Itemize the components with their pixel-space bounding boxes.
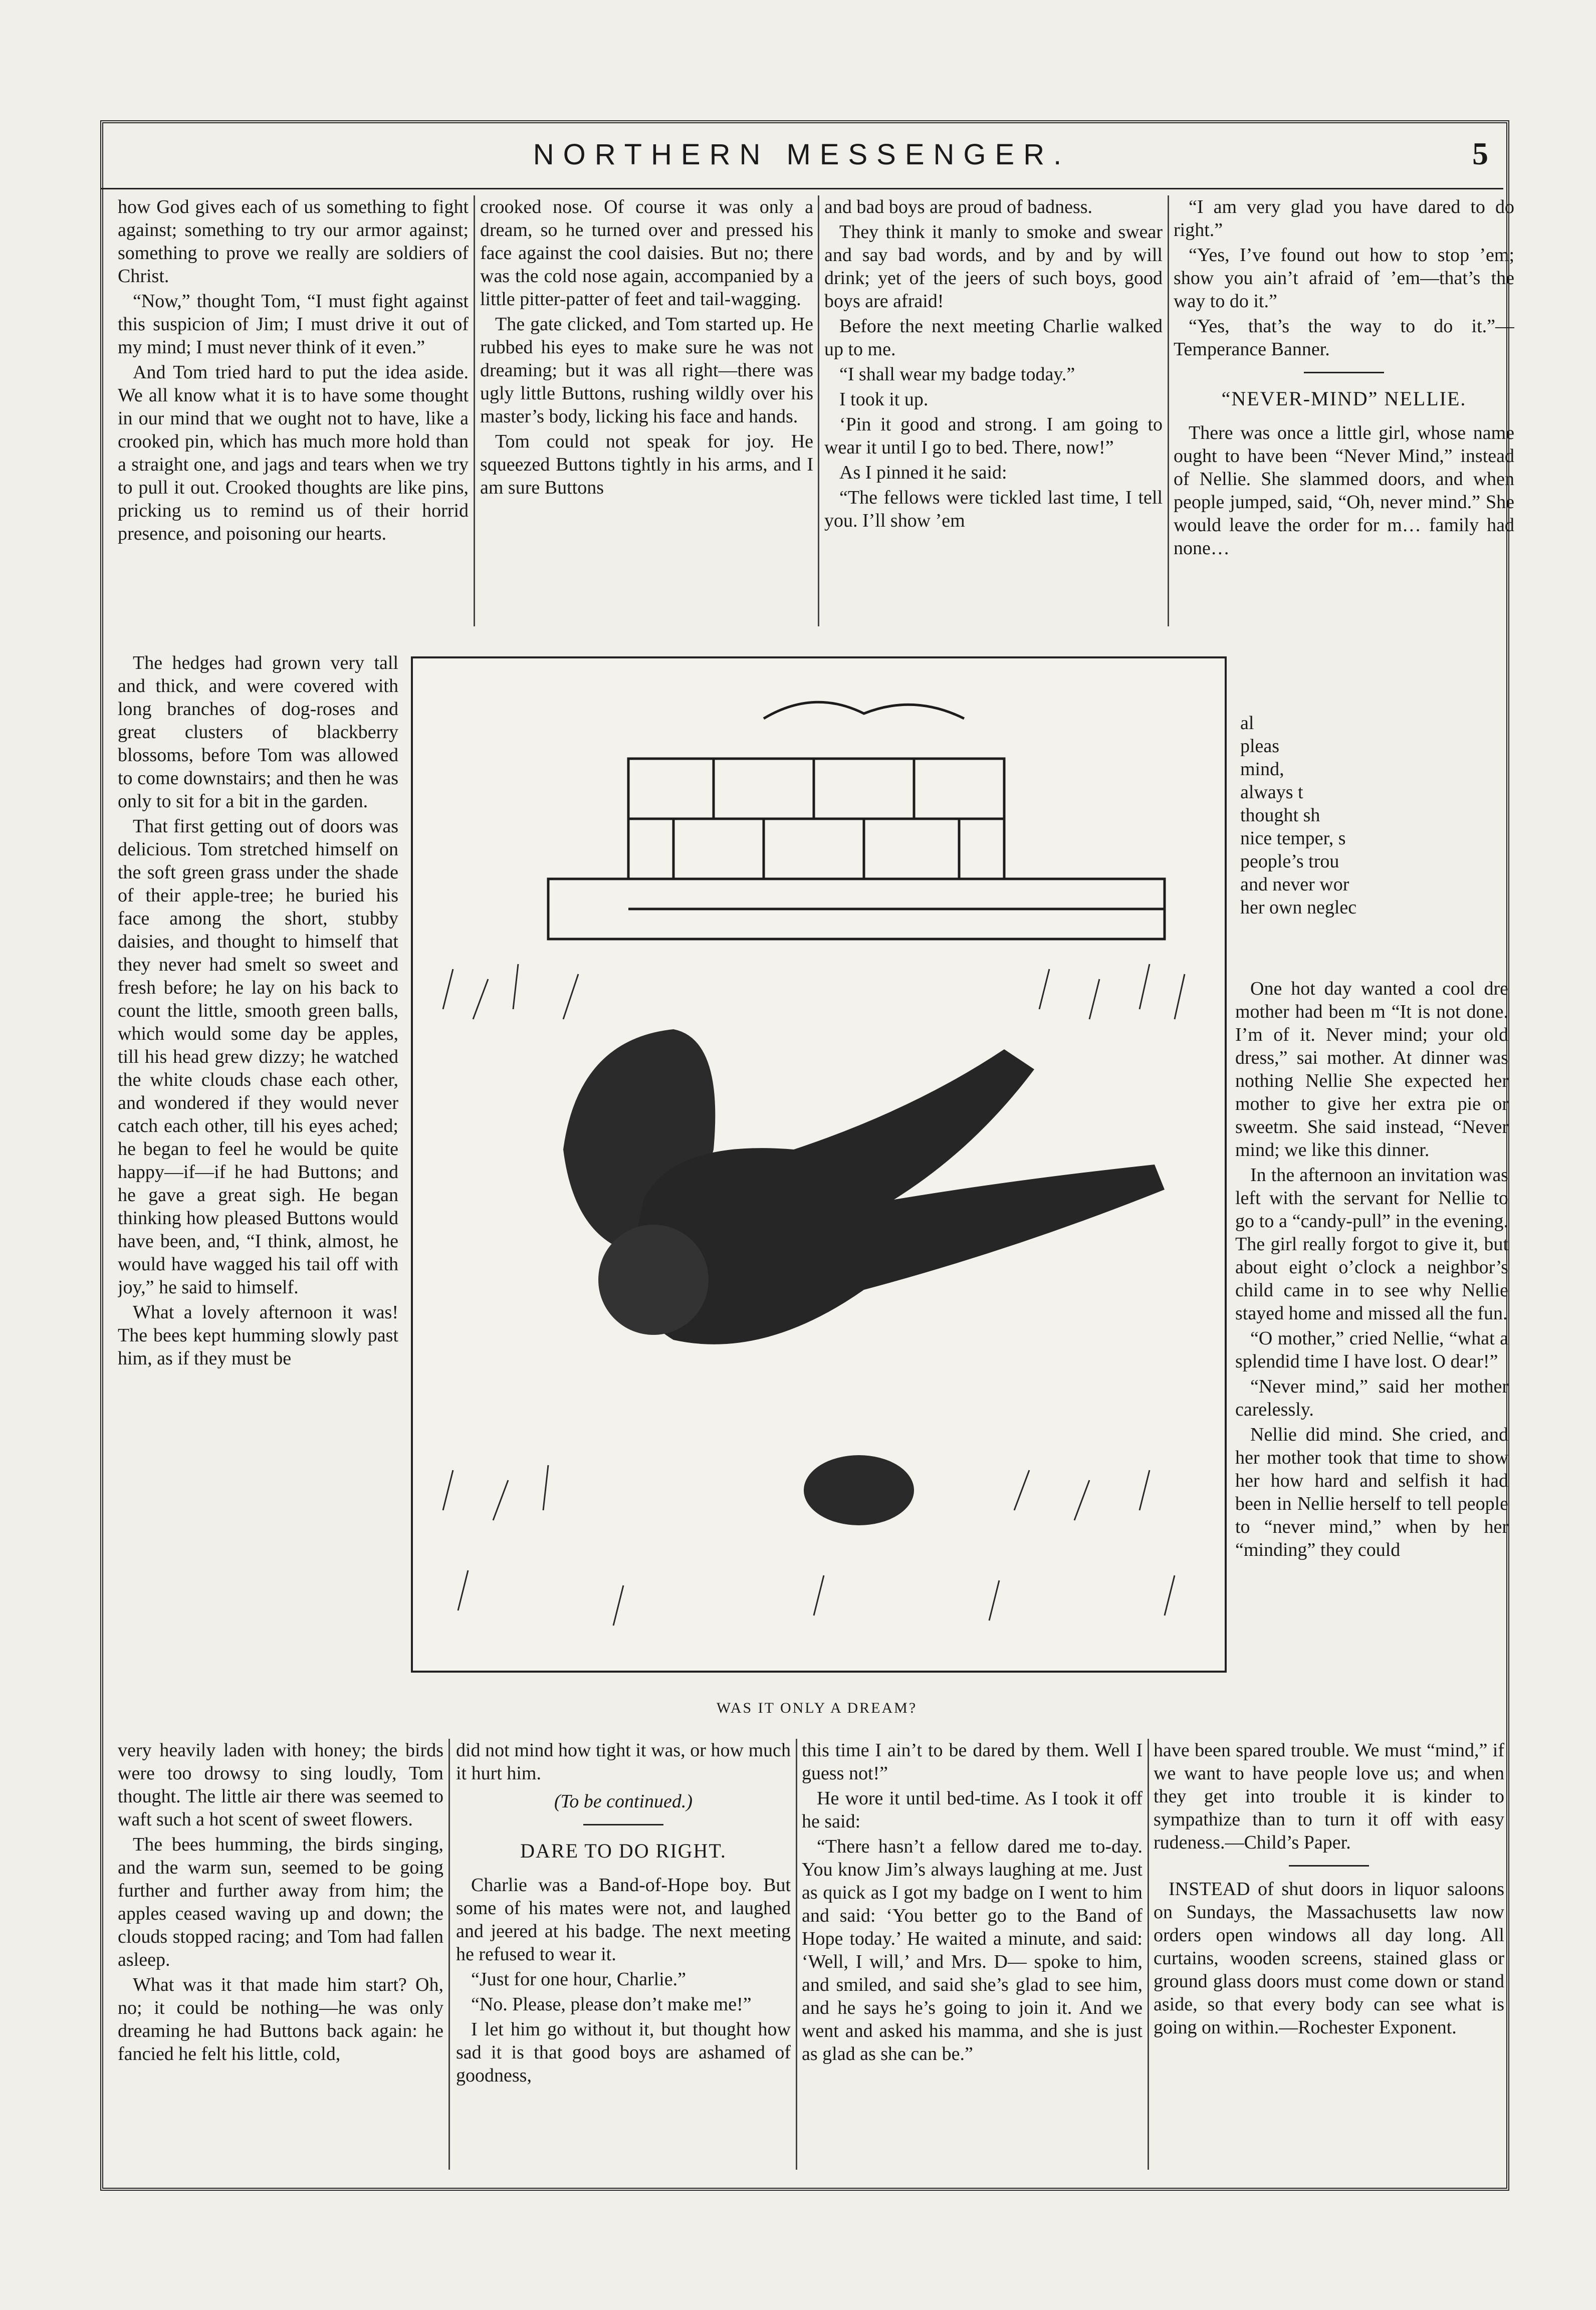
column-3-top	[824, 195, 1163, 636]
column-rule	[1168, 195, 1169, 626]
paragraph: As I pinned it he said:	[839, 462, 1007, 483]
section-divider	[583, 1824, 663, 1825]
figure-caption: WAS IT ONLY A DREAM?	[716, 1700, 918, 1716]
paragraph: One hot day wanted a cool dre mother had been m “It is not done. I’m of it. Never mind; your old dress,” sai mother. At dinner was nothing Nellie She expected her mother to give her extra pie or sweetm. She said instead, “Never mind; we like this dinner.	[1235, 978, 1508, 1161]
column-rule	[818, 195, 819, 626]
text-line: thought sh	[1240, 805, 1320, 826]
paragraph: I let him go without it, but thought how sad it is that good boys are ashamed of goodness,	[456, 2019, 791, 2086]
column-rule	[448, 1739, 450, 2170]
illustration-boy-asleep-with-dog	[411, 656, 1227, 1673]
paragraph: have been spared trouble. We must “mind,” if we want to have people love us; and when they get into trouble it is kinder to sympathize than to turn it off with easy rudeness.—Child’s Paper.	[1154, 1740, 1504, 1853]
paragraph: And Tom tried hard to put the idea aside. We all know what it is to have some thought in our mind that we ought not to have, like a crooked pin, which has much more hold than a straight one, and jags and tears when we try to pull it out. Crooked thoughts are like pins, pricking us to remind us of their horrid presence, and poisoning our hearts.	[118, 362, 469, 544]
paragraph: Nellie did mind. She cried, and her mother took that time to show her how hard and selfish it had been in Nellie herself to tell people to “never mind,” when by her “minding” they could	[1235, 1424, 1508, 1560]
paragraph: I took it up.	[839, 389, 929, 410]
paragraph: Charlie was a Band-of-Hope boy. But some of his mates were not, and laughed and jeered at his badge. The next meeting he refused to wear it.	[456, 1875, 791, 1965]
column-rule	[1148, 1739, 1149, 2170]
paragraph: crooked nose. Of course it was only a dream, so he turned over and pressed his face against the cool daisies. But no; there was the cold nose again, accompanied by a little pitter-patter of feet and tail-wagging.	[480, 196, 813, 310]
text-line: always t	[1240, 782, 1303, 803]
column-rule	[474, 195, 475, 626]
paragraph: this time I ain’t to be dared by them. Well I guess not!”	[802, 1740, 1143, 1784]
column-2-top	[480, 195, 813, 636]
column-4-top	[1174, 195, 1514, 636]
text-line: her own neglec	[1240, 897, 1357, 918]
paragraph: What a lovely afternoon it was! The bees kept humming slowly past him, as if they must be	[118, 1302, 398, 1369]
column-1-bottom	[118, 1739, 443, 2170]
text-line: pleas	[1240, 736, 1280, 757]
boy-head	[598, 1225, 709, 1335]
page-number: 5	[1472, 136, 1488, 171]
column-1-top	[118, 195, 469, 646]
paragraph: did not mind how tight it was, or how much it hurt him.	[456, 1740, 791, 1784]
paragraph: What was it that made him start? Oh, no; it could be nothing—he was only dreaming he had Buttons back again: he fancied he felt his little, cold,	[118, 1974, 443, 2064]
text-line: people’s trou	[1240, 851, 1339, 872]
paragraph: “Yes, that’s the way to do it.”—Temperance Banner.	[1174, 316, 1514, 360]
column-4-fragment	[1240, 712, 1471, 972]
column-rule	[796, 1739, 797, 2170]
text-line: nice temper, s	[1240, 828, 1346, 849]
text-line: and never wor	[1240, 874, 1349, 895]
paragraph: Before the next meeting Charlie walked up to me.	[824, 316, 1163, 360]
hat-icon	[804, 1455, 914, 1525]
paragraph: “I am very glad you have dared to do right.”	[1174, 196, 1514, 241]
engraving-image	[413, 658, 1225, 1671]
paragraph: The gate clicked, and Tom started up. He rubbed his eyes to make sure he was not dreaming; but it was all right—there was ugly little Buttons, rushing wildly over his master’s body, licking his face and hands.	[480, 314, 813, 427]
paragraph: “The fellows were tickled last time, I tell you. I’ll show ’em	[824, 487, 1163, 531]
paragraph: “There hasn’t a fellow dared me to-day. You know Jim’s always laughing at me. Just as quick as I got my badge on I went to him and said: ‘You better go to the Band of Hope today.’ He waited a minute, and said: ‘Well, I will,’ and Mrs. D— spoke to him, and smiled, and said she’s glad to see him, and he says he’s going to join it. And we went and asked his mamma, and she is just as glad as she can be.”	[802, 1836, 1143, 2064]
paragraph: and bad boys are proud of badness.	[824, 196, 1093, 217]
paragraph: INSTEAD of shut doors in liquor saloons on Sundays, the Massachusetts law now orders open windows all day long. All curtains, wooden screens, stained glass or ground glass doors must come down or stand aside, so that every body can see what is going on within.—Rochester Exponent.	[1154, 1879, 1504, 2038]
paragraph: “No. Please, please don’t make me!”	[471, 1994, 752, 2015]
column-3-bottom	[802, 1739, 1143, 2170]
column-4-bottom	[1154, 1739, 1504, 2170]
paragraph: The hedges had grown very tall and thick, and were covered with long branches of dog-roses and great clusters of blackberry blossoms, before Tom was allowed to come downstairs; and then he was only to sit for a bit in the garden.	[118, 652, 398, 812]
text-line: mind,	[1240, 759, 1284, 780]
section-divider	[1289, 1865, 1369, 1867]
paragraph: “I shall wear my badge today.”	[839, 364, 1075, 385]
column-1-narrow	[118, 651, 398, 1694]
paragraph: “O mother,” cried Nellie, “what a splendid time I have lost. O dear!”	[1235, 1328, 1508, 1372]
paragraph: “Yes, I’ve found out how to stop ’em; show you ain’t afraid of ’em—that’s the way to do it.”	[1174, 245, 1514, 312]
paragraph: He wore it until bed-time. As I took it off he said:	[802, 1788, 1143, 1832]
paragraph: ‘Pin it good and strong. I am going to wear it until I go to bed. There, now!”	[824, 414, 1163, 458]
paragraph: They think it manly to smoke and swear and say bad words, and by and by will drink; yet of the jeers of such boys, good boys are afraid!	[824, 221, 1163, 312]
paragraph: “Never mind,” said her mother carelessly.	[1235, 1376, 1508, 1420]
paragraph: how God gives each of us something to fight against; something to try our armor against; something to prove we really are soldiers of Christ.	[118, 196, 469, 287]
paragraph: “Now,” thought Tom, “I must fight against this suspicion of Jim; I must drive it out of my mind; I must never think of it even.”	[118, 291, 469, 358]
paragraph: Tom could not speak for joy. He squeezed Buttons tightly in his arms, and I am sure Buttons	[480, 431, 813, 498]
paragraph: In the afternoon an invitation was left with the servant for Nellie to go to a “candy-pull” in the evening. The girl really forgot to give it, but about eight o’clock a neighbor’s child came in to see why Nellie stayed home and missed all the fun.	[1235, 1165, 1508, 1324]
paragraph: There was once a little girl, whose name ought to have been “Never Mind,” instead of Nellie. She slammed doors, and when people jumped, said, “Oh, never mind.” She would leave the order for m… family had none…	[1174, 422, 1514, 559]
column-4-flow	[1235, 977, 1508, 1739]
text-line: al	[1240, 713, 1254, 734]
paragraph: That first getting out of doors was delicious. Tom stretched himself on the soft green grass under the shade of their apple-tree; he buried his face among the short, stubby daisies, and thought to himself that they never had smelt so sweet and fresh before; he lay on his back to count the little, smooth green balls, which would some day be apples, till his head grew dizzy; he watched the white clouds chase each other, and wondered if they would never catch each other, till his eyes ached; he began to feel he would be quite happy—if—if he had Buttons; and he gave a great sigh. He began thinking how pleased Buttons would have been, and, “I think, almost, he would have wagged his tail off with joy,” he said to himself.	[118, 816, 398, 1298]
masthead-title: NORTHERN MESSENGER.	[533, 138, 1071, 171]
page-header	[100, 128, 1503, 189]
paragraph: The bees humming, the birds singing, and the warm sun, seemed to be going further and further away from him; the apples ceased waving up and down; the clouds stopped racing; and Tom had fallen asleep.	[118, 1834, 443, 1970]
to-be-continued: (To be continued.)	[554, 1791, 693, 1812]
paragraph: “Just for one hour, Charlie.”	[471, 1969, 687, 1990]
paragraph: very heavily laden with honey; the birds were too drowsy to sing loudly, Tom thought. The little air there was seemed to waft such a hot scent of sweet flowers.	[118, 1740, 443, 1830]
section-divider	[1304, 372, 1384, 373]
article-heading: DARE TO DO RIGHT.	[520, 1839, 727, 1862]
column-2-bottom	[456, 1739, 791, 2170]
article-heading: “NEVER-MIND” NELLIE.	[1221, 387, 1467, 410]
